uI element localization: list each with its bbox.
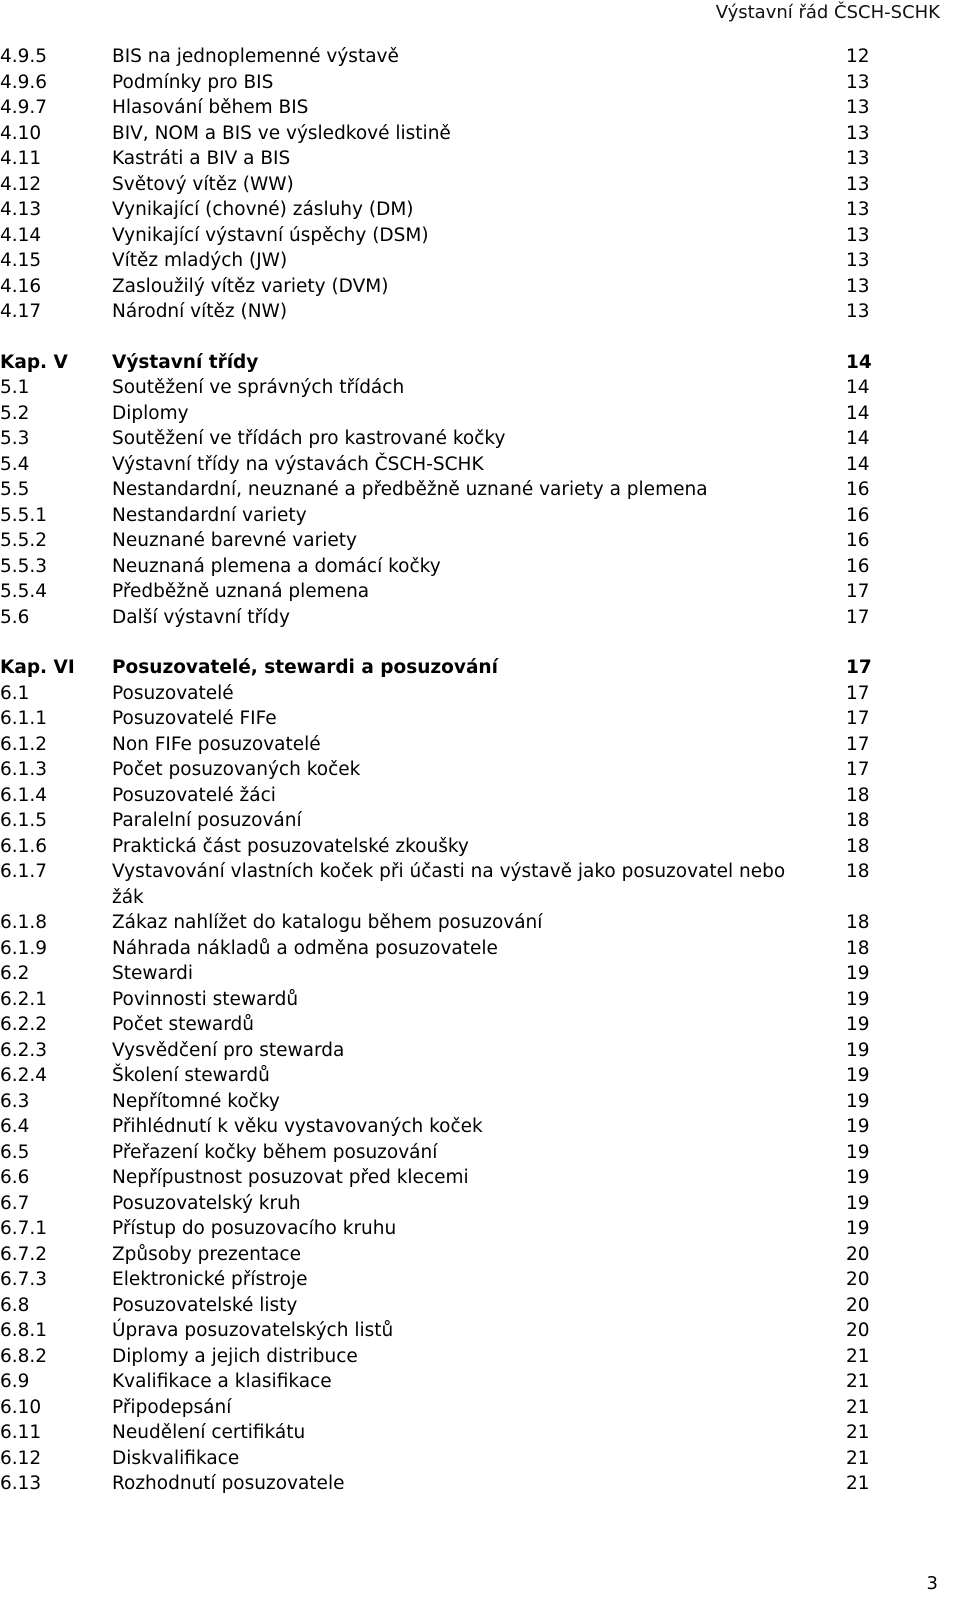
toc-section-title: Povinnosti stewardů (112, 988, 299, 1010)
toc-page-number: 19 (846, 1167, 870, 1188)
toc-section-number: 6.1.6 (0, 835, 48, 857)
table-of-contents (0, 44, 960, 1497)
toc-section-title: Soutěžení ve třídách pro kastrované kočky (112, 428, 506, 449)
toc-section-number: 6.7.1 (0, 1218, 48, 1239)
toc-section-title: Diplomy (112, 402, 189, 424)
toc-page-number: 13 (846, 148, 870, 169)
toc-page-number: 13 (846, 122, 870, 144)
toc-page-number: 17 (846, 682, 870, 704)
toc-page-number: 13 (846, 224, 870, 246)
toc-entry (0, 1165, 960, 1191)
toc-entry (0, 299, 960, 325)
toc-section-number: 6.13 (0, 1473, 42, 1494)
toc-section-title: Praktická část posuzovatelské zkoušky (112, 835, 469, 857)
toc-section-title: Výstavní třídy (112, 351, 259, 373)
toc-section-title: Posuzovatelský kruh (112, 1192, 301, 1214)
toc-section-title: Stewardi (112, 963, 194, 984)
toc-page-number: 19 (846, 1141, 870, 1163)
toc-entry (0, 987, 960, 1013)
toc-section-title: Předběžně uznaná plemena (112, 581, 370, 602)
toc-entry (0, 1395, 960, 1421)
toc-page-number: 19 (846, 1014, 870, 1035)
toc-section-title: Výstavní třídy na výstavách ČSCH-SCHK (112, 453, 484, 475)
toc-section-number: 6.11 (0, 1422, 42, 1443)
toc-section-title: Kastráti a BIV a BIS (112, 148, 291, 169)
toc-page-number: 19 (846, 1192, 870, 1214)
toc-section-number: 4.16 (0, 275, 42, 297)
toc-section-number: 6.1.1 (0, 708, 48, 729)
toc-chapter-heading (0, 655, 960, 681)
toc-page-number: 18 (846, 937, 870, 959)
toc-page-number: 14 (846, 402, 870, 424)
toc-section-number: 6.7 (0, 1192, 30, 1214)
toc-section-number: 4.17 (0, 301, 42, 322)
toc-section-number: 5.5.2 (0, 530, 48, 551)
toc-section-title: Úprava posuzovatelských listů (112, 1320, 394, 1341)
toc-page-number: 17 (846, 657, 872, 678)
toc-section-number: 5.1 (0, 377, 30, 398)
toc-section-title: Počet posuzovaných koček (112, 759, 361, 780)
toc-entry (0, 375, 960, 401)
toc-page-number: 20 (846, 1294, 870, 1316)
toc-page-number: 18 (846, 784, 870, 806)
toc-section-title: Vysvědčení pro stewarda (112, 1039, 345, 1061)
toc-section-title: Hlasování během BIS (112, 97, 309, 118)
toc-section-number: 6.12 (0, 1447, 42, 1469)
toc-entry (0, 605, 960, 631)
toc-section-number: 4.9.5 (0, 46, 48, 67)
toc-page-number: 16 (846, 555, 870, 577)
toc-page-number: 18 (846, 835, 870, 857)
toc-section-number: 5.5.4 (0, 581, 48, 602)
toc-section-title: Diplomy a jejich distribuce (112, 1345, 358, 1367)
toc-section-number: 6.1.7 (0, 861, 48, 882)
toc-section-title: Světový vítěz (WW) (112, 173, 294, 195)
toc-entry (0, 579, 960, 605)
toc-section-number: 4.13 (0, 199, 42, 220)
toc-page-number: 13 (846, 199, 870, 220)
toc-entry (0, 452, 960, 478)
toc-section-number: 6.1.9 (0, 937, 48, 959)
toc-section-title: Neuznaná plemena a domácí kočky (112, 555, 441, 577)
toc-section-title: Diskvalifikace (112, 1447, 240, 1469)
toc-section-number: 5.4 (0, 453, 30, 475)
toc-page-number: 17 (846, 759, 870, 780)
toc-entry (0, 426, 960, 452)
toc-entry (0, 1089, 960, 1115)
toc-section-title: Rozhodnutí posuzovatele (112, 1473, 345, 1494)
toc-page-number: 14 (846, 453, 870, 475)
toc-page-number: 17 (846, 581, 870, 602)
toc-section-title: Náhrada nákladů a odměna posuzovatele (112, 937, 498, 959)
toc-entry (0, 197, 960, 223)
toc-section-title: Vynikající výstavní úspěchy (DSM) (112, 224, 429, 246)
toc-section-number: 6.1.8 (0, 912, 48, 933)
toc-section-number: 4.9.6 (0, 71, 48, 93)
toc-page-number: 19 (846, 1090, 870, 1112)
toc-section-number: 6.2.4 (0, 1065, 48, 1086)
toc-section-number: 6.1.2 (0, 733, 48, 755)
toc-page-number: 20 (846, 1320, 870, 1341)
toc-page-number: 18 (846, 810, 870, 831)
toc-section-number: 6.6 (0, 1167, 30, 1188)
toc-page-number: 19 (846, 1218, 870, 1239)
toc-section-number: 6.5 (0, 1141, 30, 1163)
toc-section-title: Kvalifikace a klasifikace (112, 1371, 332, 1392)
toc-section-number: 6.2.3 (0, 1039, 48, 1061)
toc-section-title: Nestandardní, neuznané a předběžně uznané variety a plemena (112, 479, 708, 500)
toc-section-number: 5.5 (0, 479, 30, 500)
toc-entry (0, 1318, 960, 1344)
toc-page-number: 19 (846, 963, 870, 984)
toc-entry (0, 706, 960, 732)
toc-section-title: BIS na jednoplemenné výstavě (112, 46, 399, 67)
toc-page-number: 20 (846, 1269, 870, 1290)
toc-entry (0, 1191, 960, 1217)
toc-entry (0, 1267, 960, 1293)
toc-entry (0, 1344, 960, 1370)
toc-entry (0, 1471, 960, 1497)
toc-section-number: 4.9.7 (0, 97, 48, 118)
toc-section-number: 5.5.3 (0, 555, 48, 577)
toc-entry (0, 808, 960, 834)
toc-section-title: Zasloužilý vítěz variety (DVM) (112, 275, 389, 297)
toc-page-number: 21 (846, 1396, 870, 1418)
toc-entry (0, 172, 960, 198)
toc-section-title: Nepřípustnost posuzovat před klecemi (112, 1167, 469, 1188)
toc-page-number: 14 (846, 428, 870, 449)
toc-section-number: 6.9 (0, 1371, 30, 1392)
toc-section-title: Přeřazení kočky během posuzování (112, 1141, 438, 1163)
toc-entry (0, 1114, 960, 1140)
toc-section-title: Přihlédnutí k věku vystavovaných koček (112, 1116, 483, 1137)
toc-section-title: Vystavování vlastních koček při účasti na výstavě jako posuzovatel nebo žák (112, 861, 786, 908)
toc-entry (0, 554, 960, 580)
toc-page-number: 21 (846, 1371, 870, 1392)
toc-section-title: Vynikající (chovné) zásluhy (DM) (112, 199, 414, 220)
toc-page-number: 12 (846, 46, 870, 67)
toc-page-number: 19 (846, 1039, 870, 1061)
toc-section-number: 4.11 (0, 148, 42, 169)
toc-entry (0, 70, 960, 96)
toc-section-number: 5.2 (0, 402, 30, 424)
toc-section-title: BIV, NOM a BIS ve výsledkové listině (112, 122, 451, 144)
toc-section-title: Posuzovatelské listy (112, 1294, 298, 1316)
toc-entry (0, 1242, 960, 1268)
toc-page-number: 13 (846, 71, 870, 93)
toc-section-number: 6.7.3 (0, 1269, 48, 1290)
toc-section-number: 6.4 (0, 1116, 30, 1137)
toc-page-number: 13 (846, 173, 870, 195)
toc-page-number: 13 (846, 250, 870, 271)
toc-section-number: 6.1.4 (0, 784, 48, 806)
toc-page-number: 19 (846, 1116, 870, 1137)
toc-entry (0, 1446, 960, 1472)
toc-entry (0, 503, 960, 529)
toc-chapter-heading (0, 350, 960, 376)
toc-section-number: 5.5.1 (0, 504, 48, 526)
toc-section-title: Soutěžení ve správných třídách (112, 377, 405, 398)
toc-section-title: Elektronické přístroje (112, 1269, 308, 1290)
toc-entry (0, 95, 960, 121)
toc-section-number: 6.1.5 (0, 810, 48, 831)
toc-section-title: Počet stewardů (112, 1014, 254, 1035)
toc-section-title: Posuzovatelé žáci (112, 784, 276, 806)
toc-section-title: Neudělení certifikátu (112, 1422, 306, 1443)
toc-section-number: 6.1.3 (0, 759, 48, 780)
toc-page-number: 13 (846, 275, 870, 297)
toc-section-number: 4.15 (0, 250, 42, 271)
toc-section-number: 6.10 (0, 1396, 42, 1418)
toc-section-title: Způsoby prezentace (112, 1243, 301, 1265)
toc-section-title: Školení stewardů (112, 1065, 270, 1086)
toc-entry (0, 859, 960, 910)
toc-page-number: 16 (846, 530, 870, 551)
toc-entry (0, 223, 960, 249)
toc-entry (0, 681, 960, 707)
toc-page-number: 17 (846, 606, 870, 628)
toc-section-number: 4.10 (0, 122, 42, 144)
toc-page-number: 18 (846, 861, 870, 882)
toc-page-number: 13 (846, 301, 870, 322)
toc-section-number: 6.2.2 (0, 1014, 48, 1035)
toc-entry (0, 961, 960, 987)
toc-entry (0, 274, 960, 300)
toc-page-number: 16 (846, 504, 870, 526)
toc-section-title: Národní vítěz (NW) (112, 301, 288, 322)
toc-entry (0, 146, 960, 172)
toc-page-number: 21 (846, 1345, 870, 1367)
toc-section-number: 6.8.2 (0, 1345, 48, 1367)
toc-section-title: Posuzovatelé, stewardi a posuzování (112, 657, 498, 678)
toc-entry (0, 834, 960, 860)
toc-section-number: 4.12 (0, 173, 42, 195)
toc-section-title: Přístup do posuzovacího kruhu (112, 1218, 397, 1239)
toc-entry (0, 1293, 960, 1319)
toc-entry (0, 1063, 960, 1089)
toc-section-number: 6.1 (0, 682, 30, 704)
toc-section-number: 6.2.1 (0, 988, 48, 1010)
toc-section-title: Další výstavní třídy (112, 606, 290, 628)
toc-section-title: Nestandardní variety (112, 504, 307, 526)
toc-entry (0, 732, 960, 758)
toc-page-number: 14 (846, 377, 870, 398)
toc-section-number: Kap. VI (0, 657, 75, 678)
toc-section-number: 6.3 (0, 1090, 30, 1112)
toc-entry (0, 1012, 960, 1038)
toc-section-title: Vítěz mladých (JW) (112, 250, 288, 271)
toc-page-number: 21 (846, 1447, 870, 1469)
toc-section-number: Kap. V (0, 351, 68, 373)
toc-section-title: Non FIFe posuzovatelé (112, 733, 321, 755)
toc-page-number: 13 (846, 97, 870, 118)
toc-entry (0, 1216, 960, 1242)
toc-page-number: 18 (846, 912, 870, 933)
toc-entry (0, 1369, 960, 1395)
toc-section-title: Paralelní posuzování (112, 810, 302, 831)
toc-page-number: 14 (846, 351, 872, 373)
toc-entry (0, 1140, 960, 1166)
toc-entry (0, 477, 960, 503)
toc-section-number: 5.3 (0, 428, 30, 449)
toc-entry (0, 528, 960, 554)
toc-section-number: 5.6 (0, 606, 30, 628)
toc-entry (0, 910, 960, 936)
toc-section-title: Posuzovatelé FIFe (112, 708, 277, 729)
toc-entry (0, 757, 960, 783)
toc-section-title: Zákaz nahlížet do katalogu během posuzování (112, 912, 543, 933)
page-number: 3 (926, 1573, 938, 1594)
toc-entry (0, 44, 960, 70)
toc-entry (0, 248, 960, 274)
toc-page-number: 20 (846, 1243, 870, 1265)
toc-entry (0, 1038, 960, 1064)
toc-entry (0, 1420, 960, 1446)
toc-section-number: 6.2 (0, 963, 30, 984)
toc-page-number: 17 (846, 733, 870, 755)
toc-section-title: Podmínky pro BIS (112, 71, 274, 93)
toc-section-title: Neuznané barevné variety (112, 530, 357, 551)
toc-page-number: 17 (846, 708, 870, 729)
toc-entry (0, 783, 960, 809)
toc-page-number: 16 (846, 479, 870, 500)
toc-entry (0, 121, 960, 147)
toc-page-number: 21 (846, 1473, 870, 1494)
toc-section-title: Připodepsání (112, 1396, 232, 1418)
toc-section-number: 6.8 (0, 1294, 30, 1316)
toc-section-number: 6.7.2 (0, 1243, 48, 1265)
toc-section-title: Nepřítomné kočky (112, 1090, 280, 1112)
toc-section-number: 4.14 (0, 224, 42, 246)
toc-page-number: 19 (846, 988, 870, 1010)
toc-entry (0, 401, 960, 427)
toc-entry (0, 936, 960, 962)
toc-page-number: 21 (846, 1422, 870, 1443)
toc-section-number: 6.8.1 (0, 1320, 48, 1341)
toc-section-title: Posuzovatelé (112, 682, 234, 704)
toc-page-number: 19 (846, 1065, 870, 1086)
running-header: Výstavní řád ČSCH-SCHK (715, 2, 940, 23)
